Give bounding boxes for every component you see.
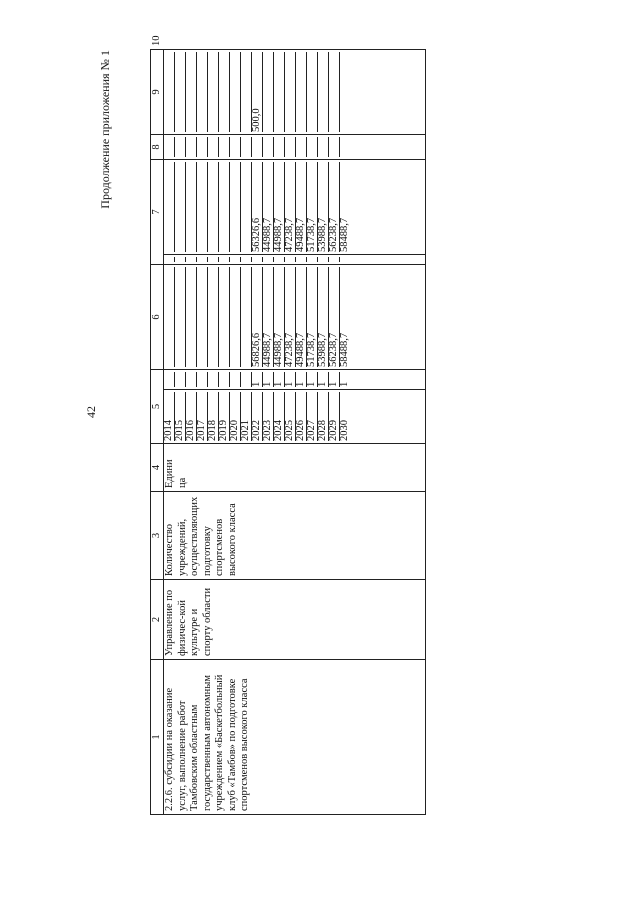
- value-cell: [241, 137, 252, 157]
- value-cell: [219, 372, 230, 387]
- value-cell: 53988,7: [318, 162, 329, 252]
- value-cell: 44988,7: [263, 267, 274, 367]
- value-cell: 2024: [274, 392, 285, 441]
- value-cell: 49488,7: [296, 267, 307, 367]
- value-cell: 51738,7: [307, 162, 318, 252]
- value-cell: [307, 52, 318, 132]
- value-cell: 58488,7: [339, 217, 350, 252]
- value-cell: 2030: [339, 420, 350, 441]
- value-cell: [252, 137, 263, 157]
- value-cell: [230, 267, 241, 367]
- value-cell: [219, 137, 230, 157]
- value-cell: 500,0: [252, 52, 263, 132]
- indicator-values-column: [164, 370, 426, 390]
- page-number: 42: [84, 406, 98, 418]
- value-cell: [175, 162, 186, 252]
- value-cell: [186, 267, 197, 367]
- value-cell: [263, 52, 274, 132]
- value-cell: [197, 52, 208, 132]
- local-funding-column: [164, 135, 426, 160]
- value-cell: [329, 137, 340, 157]
- value-cell: [340, 52, 350, 132]
- value-cell: [164, 137, 175, 157]
- value-cell: [175, 137, 186, 157]
- column-header: 3: [151, 492, 164, 580]
- value-cell: [263, 137, 274, 157]
- value-cell: [175, 52, 186, 132]
- column-header: 4: [151, 444, 164, 492]
- value-cell: 2015: [175, 392, 186, 441]
- value-cell: 1: [296, 372, 307, 387]
- value-cell: [329, 52, 340, 132]
- value-cell: 2023: [263, 392, 274, 441]
- column-header: 9: [151, 50, 164, 135]
- measurement-unit: Едини ца: [164, 444, 426, 492]
- value-cell: [296, 257, 307, 262]
- value-cell: [285, 52, 296, 132]
- value-cell: 2016: [186, 392, 197, 441]
- value-cell: [219, 267, 230, 367]
- value-cell: [175, 372, 186, 387]
- value-cell: 2022: [252, 392, 263, 441]
- column-header: 6: [151, 265, 164, 370]
- value-cell: 44988,7: [274, 162, 285, 252]
- value-cell: [219, 52, 230, 132]
- value-cell: 56826,6: [252, 267, 263, 367]
- column-header: 2: [151, 580, 164, 660]
- value-cell: [241, 257, 252, 262]
- value-cell: [164, 257, 175, 262]
- value-cell: [274, 52, 285, 132]
- value-cell: [230, 137, 241, 157]
- value-cell: [329, 257, 340, 262]
- extrabudget-funding-column: [164, 50, 426, 135]
- value-cell: [263, 257, 274, 262]
- rotated-page-content: [98, 35, 592, 815]
- value-cell: 1: [307, 372, 318, 387]
- years-column: [164, 390, 426, 444]
- value-cell: [208, 257, 219, 262]
- value-cell: [318, 257, 329, 262]
- value-cell: 2018: [208, 392, 219, 441]
- value-cell: 53988,7: [318, 267, 329, 367]
- value-cell: [296, 52, 307, 132]
- value-cell: 56238,7: [329, 162, 340, 252]
- value-cell: [230, 372, 241, 387]
- value-cell: 58488,7: [339, 332, 350, 367]
- program-table: [150, 35, 426, 815]
- value-cell: 51738,7: [307, 267, 318, 367]
- value-cell: [285, 257, 296, 262]
- value-cell: [318, 52, 329, 132]
- table-row: [164, 50, 426, 815]
- activity-description: 2.2.6. субсидии на оказание услуг, выполнение работ Тамбовским областным государственным автономным учреждением «Баскетбольный клуб «Тамбов» по подготовке спортсменов высокого класса: [164, 660, 426, 815]
- value-cell: [197, 257, 208, 262]
- value-cell: 47238,7: [285, 162, 296, 252]
- value-cell: [285, 137, 296, 157]
- value-cell: [230, 257, 241, 262]
- value-cell: [208, 137, 219, 157]
- value-cell: [296, 137, 307, 157]
- value-cell: 2019: [219, 392, 230, 441]
- value-cell: [274, 257, 285, 262]
- value-cell: [252, 257, 263, 262]
- value-cell: 56238,7: [329, 267, 340, 367]
- value-cell: [197, 372, 208, 387]
- value-cell: 1: [285, 372, 296, 387]
- value-cell: [186, 162, 197, 252]
- value-cell: 2026: [296, 392, 307, 441]
- value-cell: 2021: [241, 392, 252, 441]
- value-cell: [219, 162, 230, 252]
- value-cell: [340, 257, 350, 262]
- value-cell: [164, 372, 175, 387]
- value-cell: 2027: [307, 392, 318, 441]
- value-cell: 1: [263, 372, 274, 387]
- value-cell: 2025: [285, 392, 296, 441]
- value-cell: [186, 372, 197, 387]
- value-cell: [164, 52, 175, 132]
- responsible-executor: Управление по физичес-кой культуре и спорту области: [164, 580, 426, 660]
- value-cell: [197, 267, 208, 367]
- value-cell: 2028: [318, 392, 329, 441]
- value-cell: [186, 137, 197, 157]
- value-cell: [186, 52, 197, 132]
- federal-funding-column: [164, 255, 426, 265]
- appendix-title: Продолжение приложения № 1: [98, 50, 112, 209]
- value-cell: [307, 137, 318, 157]
- value-cell: 1: [318, 372, 329, 387]
- value-cell: 1: [329, 372, 340, 387]
- value-cell: [186, 257, 197, 262]
- value-cell: [208, 372, 219, 387]
- value-cell: 1: [252, 372, 263, 387]
- column-header: 1: [151, 660, 164, 815]
- value-cell: [208, 162, 219, 252]
- value-cell: 2029: [329, 392, 340, 441]
- value-cell: 49488,7: [296, 162, 307, 252]
- column-header: 5: [151, 370, 164, 444]
- value-cell: [230, 52, 241, 132]
- value-cell: 2020: [230, 392, 241, 441]
- value-cell: 1: [274, 372, 285, 387]
- value-cell: [164, 267, 175, 367]
- value-cell: [175, 267, 186, 367]
- total-funding-column: [164, 265, 426, 370]
- value-cell: [340, 137, 350, 157]
- indicator-name: Количество учреждений, осуществляющих подготовку спортсменов высокого класса: [164, 492, 426, 580]
- value-cell: [208, 52, 219, 132]
- value-cell: [208, 267, 219, 367]
- header-row: 1 2 3 4 5 6 7 8 9 10: [151, 50, 164, 815]
- value-cell: [175, 257, 186, 262]
- value-cell: 44988,7: [263, 162, 274, 252]
- value-cell: 44988,7: [274, 267, 285, 367]
- value-cell: [164, 162, 175, 252]
- value-cell: [197, 137, 208, 157]
- value-cell: [197, 162, 208, 252]
- value-cell: 2014: [164, 392, 175, 441]
- column-header: 8: [151, 135, 164, 160]
- value-cell: [318, 137, 329, 157]
- value-cell: 56326,6: [252, 162, 263, 252]
- value-cell: [219, 257, 230, 262]
- value-cell: [274, 137, 285, 157]
- value-cell: [230, 162, 241, 252]
- column-header: 7: [151, 160, 164, 265]
- value-cell: [307, 257, 318, 262]
- value-cell: 1: [339, 381, 350, 387]
- value-cell: 2017: [197, 392, 208, 441]
- regional-funding-column: [164, 160, 426, 255]
- value-cell: 47238,7: [285, 267, 296, 367]
